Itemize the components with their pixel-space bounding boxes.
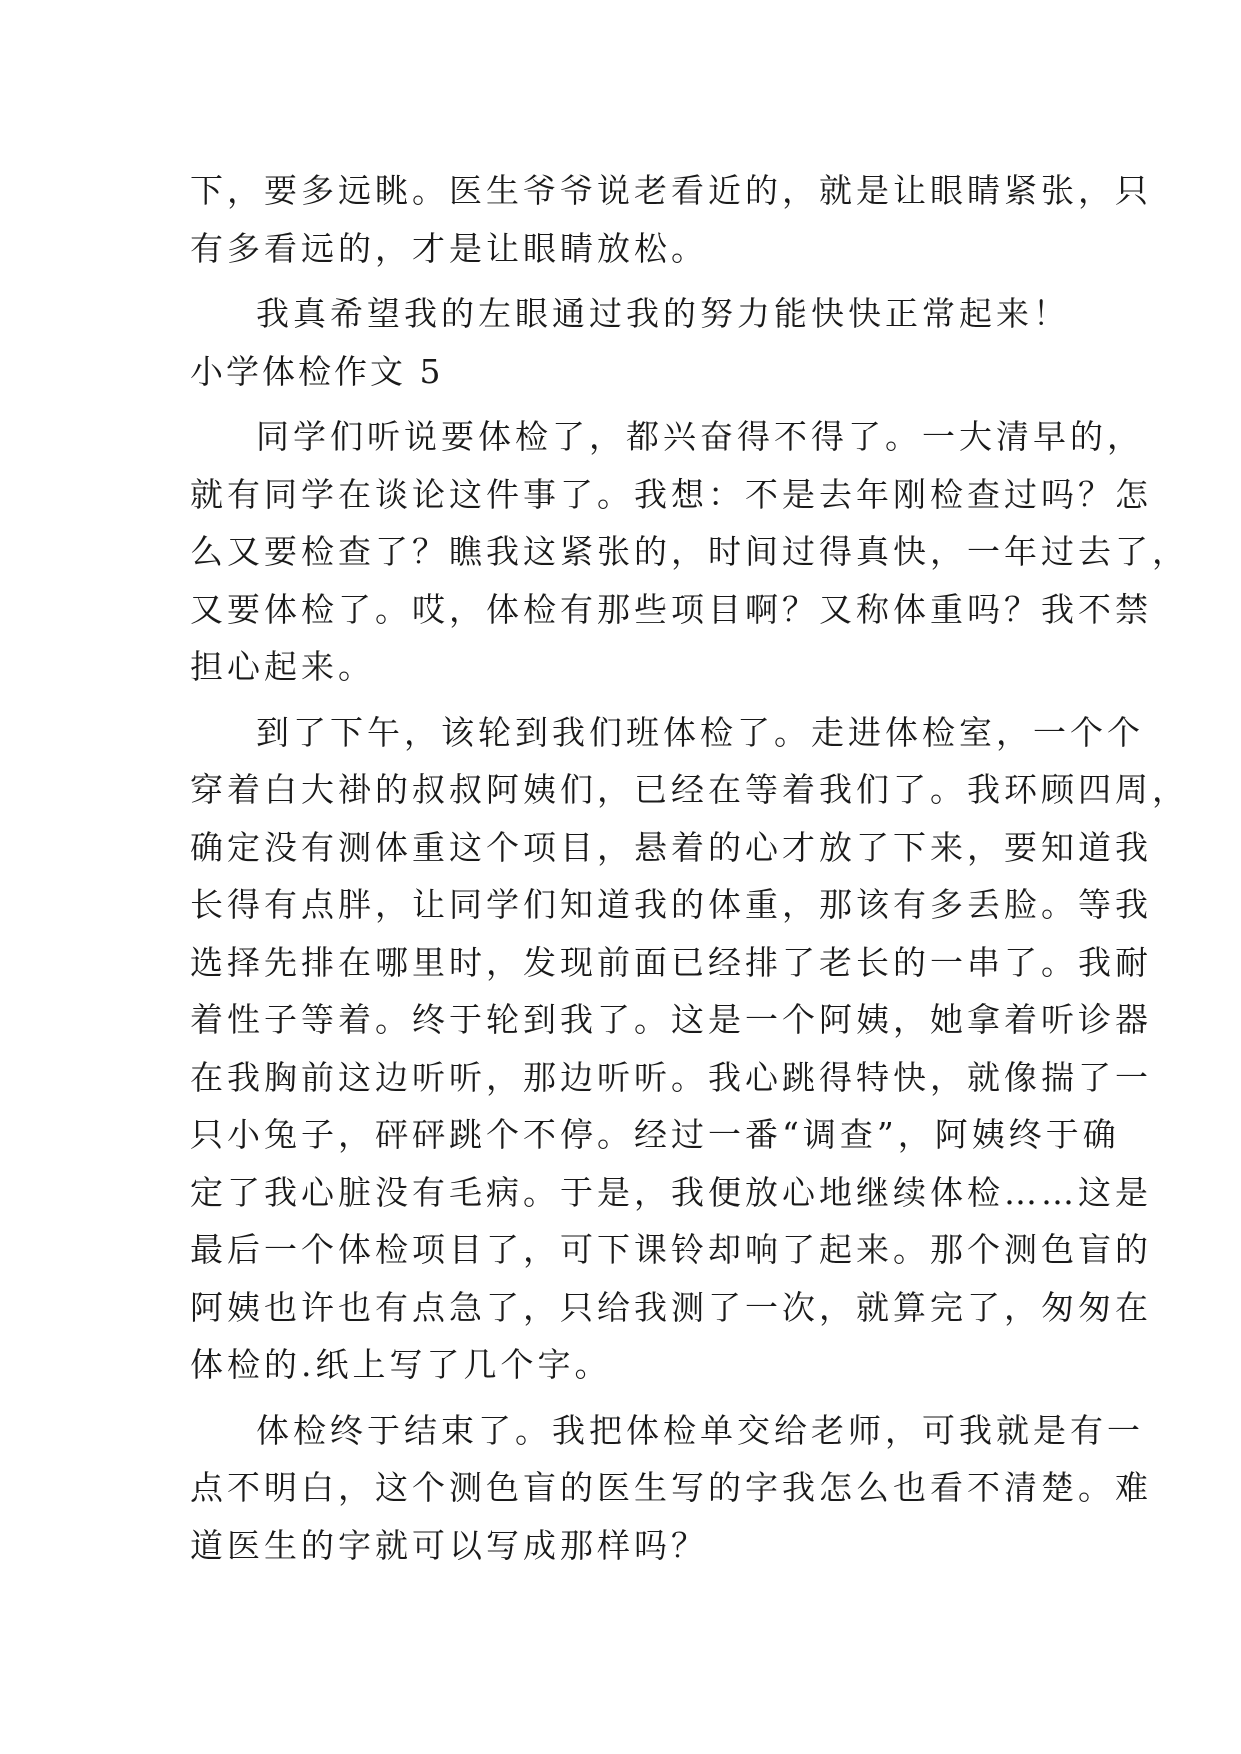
paragraph-gap	[190, 1394, 1060, 1402]
document-body	[190, 162, 1189, 1574]
text-line: 到了下午，该轮到我们班体检了。走进体检室，一个个	[256, 712, 1144, 752]
text-line: 确定没有测体重这个项目，悬着的心才放了下来，要知道我	[190, 827, 1152, 867]
text-line: 体检的.纸上写了几个字。	[190, 1345, 612, 1384]
text-line: 只小兔子，砰砰跳个不停。经过一番“调查”，阿姨终于确	[190, 1115, 1120, 1154]
text-line: 又要体检了。哎，体检有那些项目啊？又称体重吗？我不禁	[190, 589, 1152, 629]
section-title: 小学体检作文 5	[190, 351, 444, 391]
text-line: 道医生的字就可以写成那样吗？	[190, 1525, 708, 1565]
paragraph-2	[190, 704, 1189, 1394]
text-line: 选择先排在哪里时，发现前面已经排了老长的一串了。我耐	[190, 942, 1152, 982]
text-line: 有多看远的，才是让眼睛放松。	[190, 228, 708, 268]
text-line: 着性子等着。终于轮到我了。这是一个阿姨，她拿着听诊器	[190, 1000, 1152, 1039]
text-line: 担心起来。	[190, 647, 375, 686]
paragraph-gap	[190, 277, 1060, 285]
text-line: 么又要检查了？瞧我这紧张的，时间过得真快，一年过去了，	[190, 532, 1189, 571]
text-line: 同学们听说要体检了，都兴奋得不得了。一大清早的，	[256, 417, 1144, 456]
text-line: 点不明白，这个测色盲的医生写的字我怎么也看不清楚。难	[190, 1468, 1152, 1507]
text-line: 阿姨也许也有点急了，只给我测了一次，就算完了，匆匆在	[190, 1287, 1152, 1327]
paragraph-gap	[190, 400, 1060, 408]
continuation-paragraph	[190, 162, 1152, 277]
paragraph-3	[190, 1402, 1152, 1575]
text-line: 体检终于结束了。我把体检单交给老师，可我就是有一	[256, 1410, 1144, 1450]
text-line: 长得有点胖，让同学们知道我的体重，那该有多丢脸。等我	[190, 885, 1152, 924]
closing-line: 我真希望我的左眼通过我的努力能快快正常起来！	[256, 294, 1070, 333]
text-line: 穿着白大褂的叔叔阿姨们，已经在等着我们了。我环顾四周，	[190, 770, 1189, 809]
text-line: 定了我心脏没有毛病。于是，我便放心地继续体检……这是	[190, 1172, 1152, 1212]
text-line: 就有同学在谈论这件事了。我想：不是去年刚检查过吗？怎	[190, 474, 1152, 514]
text-line: 最后一个体检项目了，可下课铃却响了起来。那个测色盲的	[190, 1230, 1152, 1269]
paragraph-gap	[190, 696, 1060, 704]
text-line: 在我胸前这边听听，那边听听。我心跳得特快，就像揣了一	[190, 1057, 1152, 1097]
paragraph-1	[190, 408, 1189, 696]
text-line: 下，要多远眺。医生爷爷说老看近的，就是让眼睛紧张，只	[190, 171, 1152, 210]
